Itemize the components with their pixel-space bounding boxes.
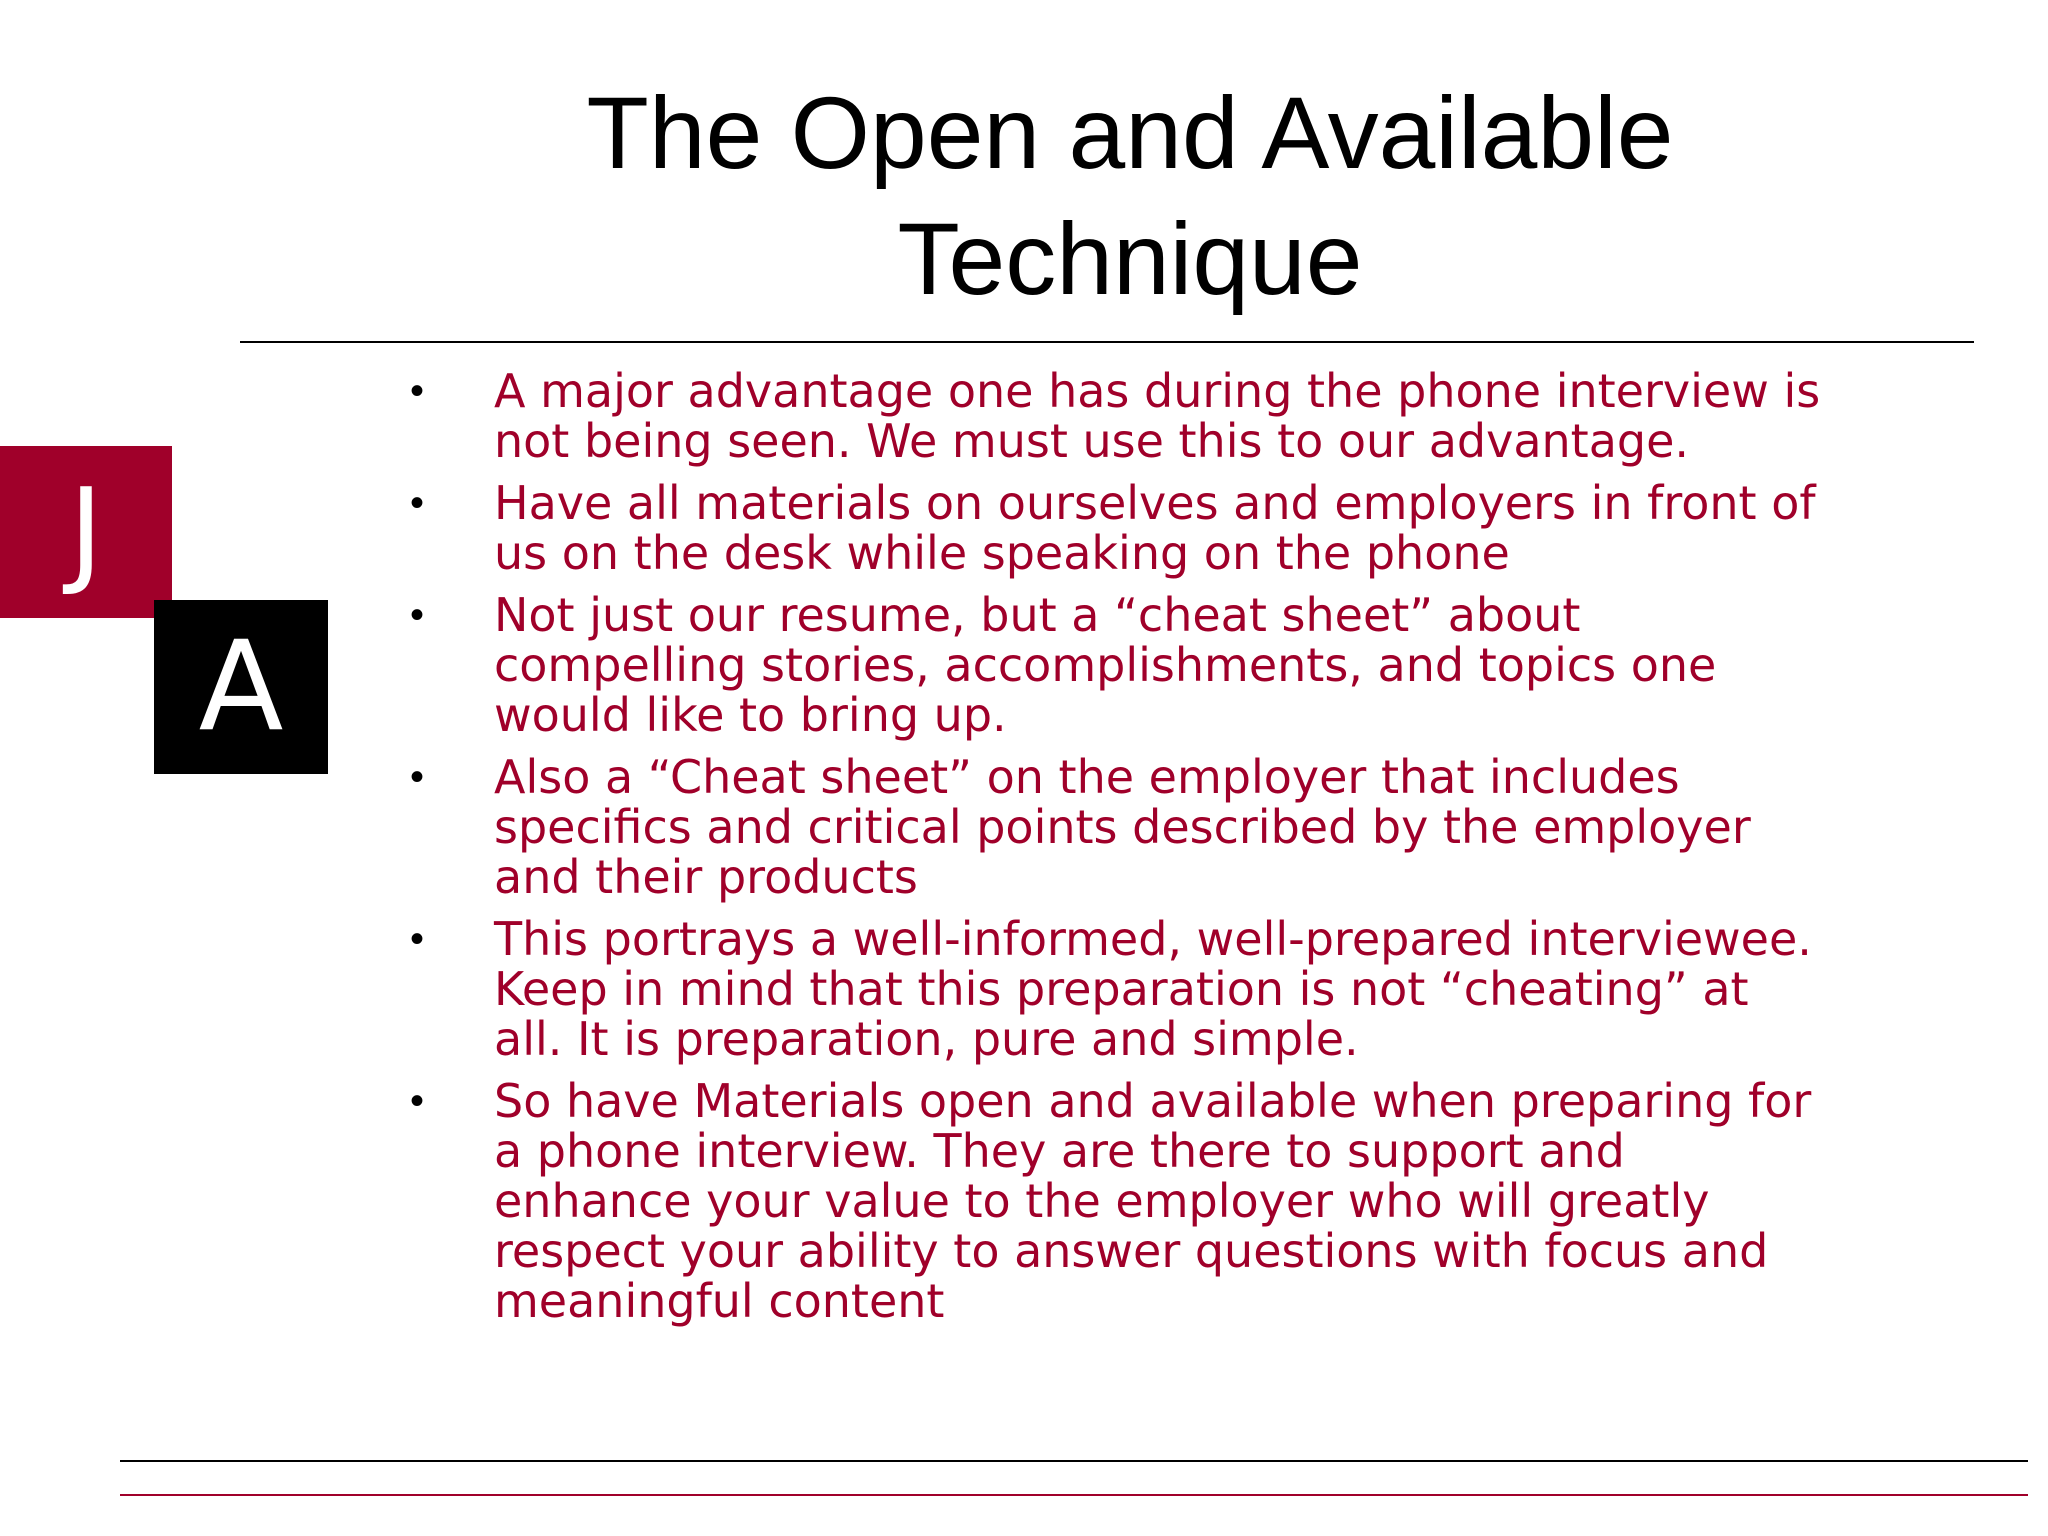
bullet-item [410, 590, 2010, 740]
bullet-item [410, 1076, 2010, 1326]
bullet-icon: • [410, 917, 425, 961]
bullet-text: Not just our resume, but a “cheat sheet” about compelling stories, accomplishments, and topics one would like to bring up. [494, 588, 1717, 742]
bullet-item [410, 914, 2010, 1064]
bullet-icon: • [410, 593, 425, 637]
footer-divider-black [120, 1460, 2028, 1462]
bullet-icon: • [410, 369, 425, 413]
bullet-icon: • [410, 755, 425, 799]
title-divider [240, 341, 1974, 343]
logo-letter-j: J [0, 446, 172, 618]
bullet-item [410, 478, 2010, 578]
bullet-list [410, 366, 2010, 1338]
slide-title [460, 70, 1800, 322]
bullet-text: This portrays a well-informed, well-prepared interviewee. Keep in mind that this preparation is not “cheating” at all. It is preparation, pure and simple. [494, 912, 1812, 1066]
logo-letter-a: A [154, 600, 328, 774]
bullet-text: Have all materials on ourselves and employers in front of us on the desk while speaking on the phone [494, 476, 1816, 580]
bullet-icon: • [410, 481, 425, 525]
bullet-icon: • [410, 1079, 425, 1123]
bullet-text: A major advantage one has during the phone interview is not being seen. We must use this to our advantage. [494, 364, 1821, 468]
bullet-text: So have Materials open and available when preparing for a phone interview. They are there to support and enhance your value to the employer who will greatly respect your ability to answer questions with focus and meaningful content [494, 1074, 1812, 1328]
slide-title-line-1: The Open and Available [586, 76, 1674, 190]
bullet-item [410, 366, 2010, 466]
slide-title-line-2: Technique [897, 202, 1363, 316]
bullet-text: Also a “Cheat sheet” on the employer that includes specifics and critical points described by the employer and their products [494, 750, 1751, 904]
footer-divider-red [120, 1494, 2028, 1496]
bullet-item [410, 752, 2010, 902]
